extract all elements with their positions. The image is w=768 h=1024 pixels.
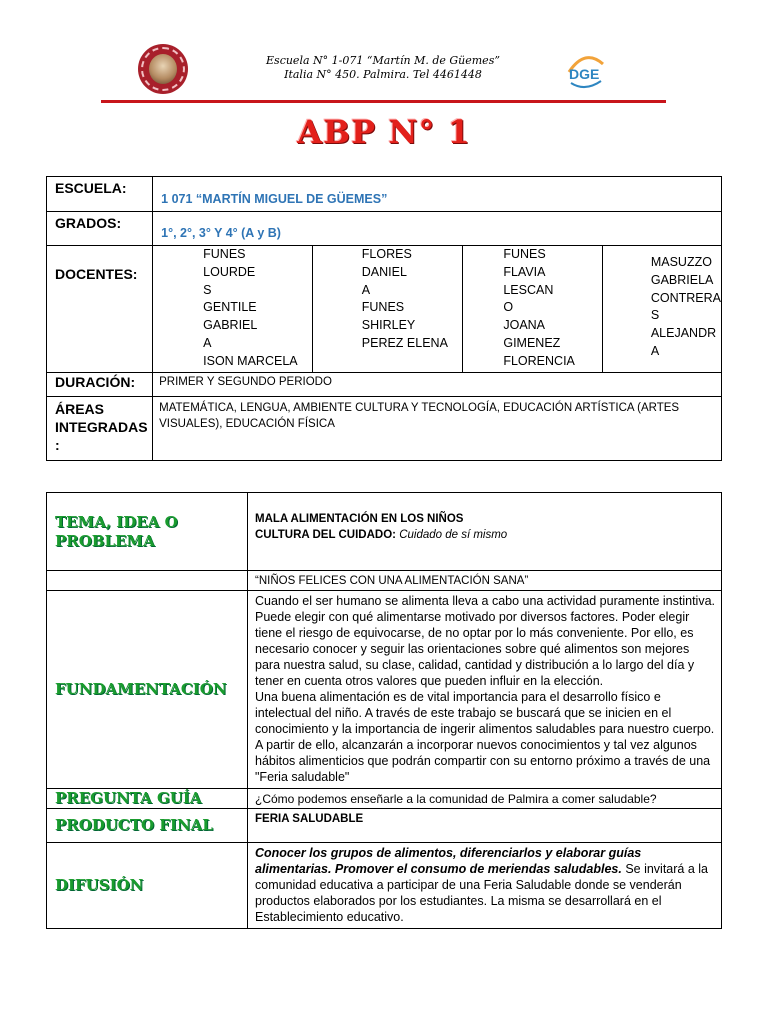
areas-label: ÁREAS INTEGRADAS : [47, 397, 153, 461]
duracion-value: PRIMER Y SEGUNDO PERIODO [153, 373, 722, 397]
school-name: Escuela N° 1-071 “Martín M. de Güemes” [266, 54, 500, 67]
tema-content: MALA ALIMENTACIÓN EN LOS NIÑOS CULTURA DEL CUIDADO: Cuidado de sí mismo [248, 493, 722, 571]
docentes-label: DOCENTES: [47, 246, 153, 373]
producto-label: PRODUCTO FINAL [47, 809, 248, 843]
pregunta-text: ¿Cómo podemos enseñarle a la comunidad de Palmira a comer saludable? [248, 789, 722, 809]
docentes-col-3: FUNES FLAVIA LESCAN O JOANA GIMENEZ FLORENCIA [463, 246, 603, 373]
docentes-col-4: MASUZZO GABRIELA CONTRERA S ALEJANDR A [602, 246, 721, 373]
escuela-label: ESCUELA: [47, 177, 153, 212]
fundamentacion-label: FUNDAMENTACIÓN [47, 591, 248, 789]
dge-logo [563, 50, 607, 90]
grados-label: GRADOS: [47, 212, 153, 246]
difusion-label: DIFUSIÓN [47, 843, 248, 929]
subtitle-label-cell [47, 571, 248, 591]
page-title: ABP N° 1 [297, 113, 471, 151]
svg-text:DGE: DGE [569, 66, 600, 82]
areas-value: MATEMÁTICA, LENGUA, AMBIENTE CULTURA Y TECNOLOGÍA, EDUCACIÓN ARTÍSTICA (ARTES VISUALES), EDUCACIÓN FÍSICA [153, 397, 722, 461]
pregunta-label: PREGUNTA GUÍA [47, 789, 248, 809]
docentes-col-1: FUNES LOURDE S GENTILE GABRIEL A ISON MARCELA [153, 246, 313, 373]
header-divider [101, 100, 666, 103]
project-table [46, 492, 722, 929]
info-table [46, 176, 722, 461]
grados-value: 1°, 2°, 3° Y 4° (A y B) [153, 212, 722, 246]
docentes-col-2: FLORES DANIEL A FUNES SHIRLEY PEREZ ELENA [312, 246, 463, 373]
producto-text: FERIA SALUDABLE [248, 809, 722, 843]
tema-label: TEMA, IDEA O PROBLEMA [47, 493, 248, 571]
school-address: Italia N° 450. Palmira. Tel 4461448 [284, 68, 482, 81]
duracion-label: DURACIÓN: [47, 373, 153, 397]
fundamentacion-text: Cuando el ser humano se alimenta lleva a cabo una actividad puramente instintiva. Puede elegir con qué alimentarse motivado por diversos factores. Poder elegir tiene el riesgo de equivocarse, de no optar por lo más conveniente. Por ello, es necesario conocer y seguir las orientaciones sobre qué alimentos son mejores para nuestra salud, su clase, calidad, cantidad y distribución a lo largo del día y tener en cuenta otros valores que pueden influir en la elección. Una buena alimentación es de vital importancia para el desarrollo físico e intelectual del niño. A través de este trabajo se buscará que se inicien en el conocimiento y la importancia de ingerir alimentos saludables para nuestro cuerpo. A partir de ello, alcanzarán a incorporar nuevos conocimientos y tal vez algunos hábitos alimenticios que podrán compartir con su entorno próximo a través de una "Feria saludable" [248, 591, 722, 789]
letterhead [103, 44, 663, 96]
project-subtitle: “NIÑOS FELICES CON UNA ALIMENTACIÓN SANA” [248, 571, 722, 591]
escuela-value: 1 071 “MARTÍN MIGUEL DE GÜEMES” [153, 177, 722, 212]
difusion-text: Conocer los grupos de alimentos, diferenciarlos y elaborar guías alimentarias. Promover el consumo de meriendas saludables. Se invitará a la comunidad educativa a participar de una Feria Saludable donde se venderán productos elaborados por los estudiantes. La misma se desarrollará en el Establecimiento educativo. [248, 843, 722, 929]
